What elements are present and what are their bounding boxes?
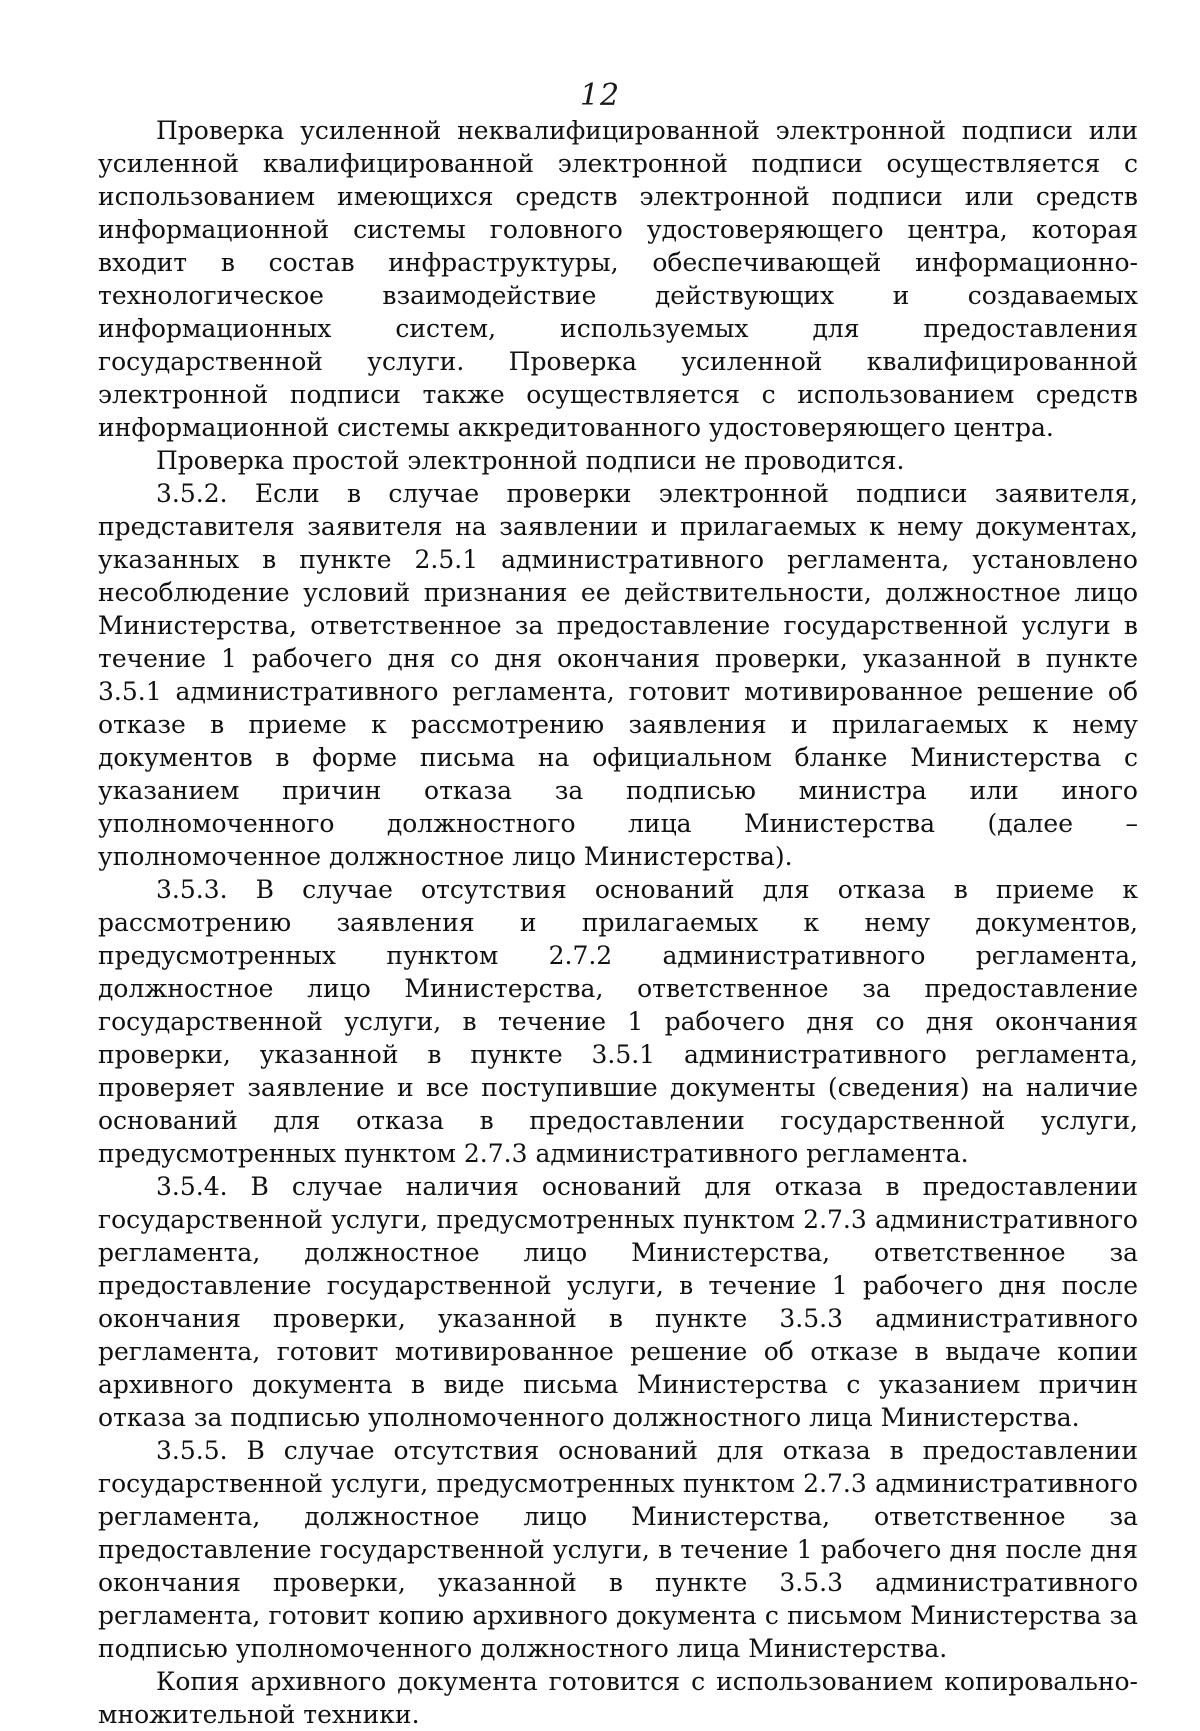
paragraph-3-5-4: 3.5.4. В случае наличия оснований для отказа в предоставлении государственной услуги, предусмотренных пунктом 2.7.3 административного регламента, должностное лицо Министерства, ответственное за предоставление государственной услуги, в течение 1 рабочего дня после окончания проверки, указанной в пункте 3.5.3 административного регламента, готовит мотивированное решение об отказе в выдаче копии архивного документа в виде письма Министерства с указанием причин отказа за подписью уполномоченного должностного лица Министерства. [98,1172,1138,1432]
paragraph-3-5-5: 3.5.5. В случае отсутствия оснований для отказа в предоставлении государственной услуги, предусмотренных пунктом 2.7.3 административного регламента, должностное лицо Министерства, ответственное за предоставление государственной услуги, в течение 1 рабочего дня после дня окончания проверки, указанной в пункте 3.5.3 административного регламента, готовит копию архивного документа с письмом Министерства за подписью уполномоченного должностного лица Министерства. [98,1436,1138,1663]
paragraph-simple-signature: Проверка простой электронной подписи не проводится. [156,446,905,475]
paragraph-copy-preparation: Копия архивного документа готовится с использованием копировально-множительной техники. [98,1667,1138,1729]
paragraph-signature-verification: Проверка усиленной неквалифицированной электронной подписи или усиленной квалифицированной электронной подписи осуществляется с использованием имеющихся средств электронной подписи или средств информационной системы головного удостоверяющего центра, которая входит в состав инфраструктуры, обеспечивающей информационно-технологическое взаимодействие действующих и создаваемых информационных систем, используемых для предоставления государственной услуги. Проверка усиленной квалифицированной электронной подписи также осуществляется с использованием средств информационной системы аккредитованного удостоверяющего центра. [98,116,1138,442]
paragraph-3-5-3: 3.5.3. В случае отсутствия оснований для отказа в приеме к рассмотрению заявления и прилагаемых к нему документов, предусмотренных пунктом 2.7.2 административного регламента, должностное лицо Министерства, ответственное за предоставление государственной услуги, в течение 1 рабочего дня со дня окончания проверки, указанной в пункте 3.5.1 административного регламента, проверяет заявление и все поступившие документы (сведения) на наличие оснований для отказа в предоставлении государственной услуги, предусмотренных пунктом 2.7.3 административного регламента. [98,875,1138,1168]
document-body [98,114,1138,1731]
page-number: 12 [579,78,621,113]
paragraph-3-5-2: 3.5.2. Если в случае проверки электронной подписи заявителя, представителя заявителя на заявлении и прилагаемых к нему документах, указанных в пункте 2.5.1 административного регламента, установлено несоблюдение условий признания ее действительности, должностное лицо Министерства, ответственное за предоставление государственной услуги в течение 1 рабочего дня со дня окончания проверки, указанной в пункте 3.5.1 административного регламента, готовит мотивированное решение об отказе в приеме к рассмотрению заявления и прилагаемых к нему документов в форме письма на официальном бланке Министерства с указанием причин отказа за подписью министра или иного уполномоченного должностного лица Министерства (далее – уполномоченное должностное лицо Министерства). [98,479,1138,871]
